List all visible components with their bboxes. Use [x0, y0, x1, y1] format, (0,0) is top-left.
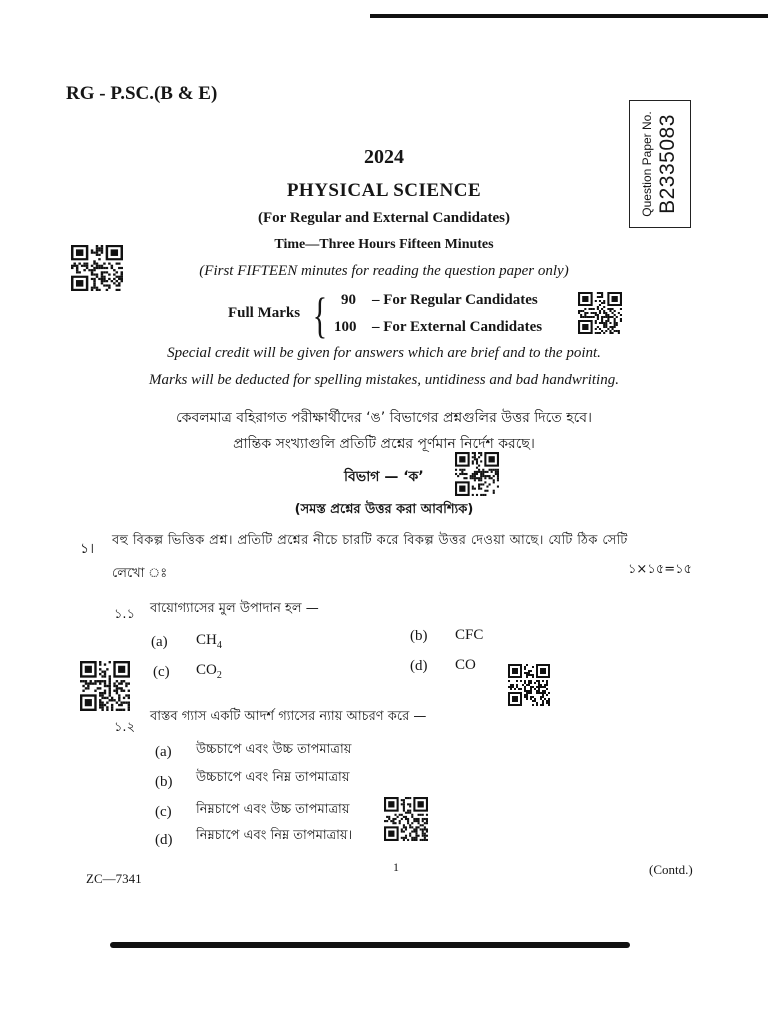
- paper-footer-code: ZC—7341: [86, 871, 142, 886]
- question-paper-no-value: B2335083: [656, 114, 679, 214]
- full-marks-regular-text: – For Regular Candidates: [372, 292, 538, 308]
- qr-code-icon: [80, 661, 130, 711]
- brace-icon: {: [312, 287, 328, 343]
- bengali-instruction-2: প্রান্তিক সংখ্যাগুলি প্রতিটি প্রশ্নের পূর্ণমান নির্দেশ করছে।: [233, 436, 535, 452]
- exam-year: 2024: [364, 146, 404, 168]
- subquestion-number: ১.২: [114, 720, 136, 735]
- option-c-label: (c): [153, 664, 170, 680]
- option-text: নিম্নচাপে এবং উচ্চ তাপমাত্রায়: [196, 802, 350, 817]
- option-text: উচ্চচাপে এবং উচ্চ তাপমাত্রায়: [196, 742, 352, 757]
- option-a-base: CH: [196, 632, 217, 648]
- scan-bottom-edge: [110, 942, 630, 948]
- subquestion-text: বায়োগ্যাসের মুল উপাদান হল —: [150, 601, 319, 616]
- option-a-label: (a): [151, 634, 168, 650]
- instruction-line-2: Marks will be deducted for spelling mistakes, untidiness and bad handwriting.: [149, 372, 619, 388]
- question-text-line-1: বহু বিকল্প ভিত্তিক প্রশ্ন। প্রতিটি প্রশ্নের নীচে চারটি করে বিকল্প উত্তর দেওয়া আছে। যেটি ঠিক সেটি: [112, 533, 628, 548]
- full-marks-regular-value: 90: [341, 292, 356, 308]
- option-b-text: CFC: [455, 627, 484, 643]
- subquestion-number: ১.১: [114, 607, 136, 622]
- qr-code-icon: [455, 452, 499, 496]
- qr-code-icon: [71, 245, 123, 291]
- candidates-note: (For Regular and External Candidates): [258, 210, 510, 226]
- page-number: 1: [393, 860, 399, 874]
- option-label: (a): [155, 744, 172, 760]
- qr-code-icon: [508, 664, 550, 706]
- bengali-instruction-1: কেবলমাত্র বহিরাগত পরীক্ষার্থীদের ‘ঙ’ বিভাগের প্রশ্নগুলির উত্তর দিতে হবে।: [175, 410, 593, 426]
- section-title: বিভাগ — ‘ক’: [344, 469, 424, 485]
- option-c-base: CO: [196, 662, 217, 678]
- option-label: (b): [155, 774, 173, 790]
- option-text: উচ্চচাপে এবং নিম্ন তাপমাত্রায়: [196, 770, 350, 785]
- qr-code-icon: [384, 797, 428, 841]
- subject-title: PHYSICAL SCIENCE: [286, 180, 482, 201]
- question-marks: ১×১৫=১৫: [628, 562, 692, 577]
- subquestion-text: বাস্তব গ্যাস একটি আদর্শ গ্যাসের ন্যায় আচরণ করে —: [150, 709, 427, 724]
- option-c-subscript: 2: [216, 670, 222, 681]
- full-marks-label: Full Marks: [228, 305, 301, 321]
- option-label: (c): [155, 804, 172, 820]
- qr-code-icon: [578, 292, 622, 334]
- option-c-text: [196, 662, 222, 681]
- question-text-line-2: লেখো ঃ: [112, 566, 168, 581]
- reading-time-note: (First FIFTEEN minutes for reading the question paper only): [199, 263, 569, 279]
- question-paper-no-label: Question Paper No.: [640, 111, 654, 217]
- question-number: ১।: [80, 541, 95, 557]
- section-note: (সমস্ত প্রশ্নের উত্তর করা আবশ্যিক): [294, 502, 474, 517]
- option-d-label: (d): [410, 658, 428, 674]
- option-a-subscript: 4: [216, 640, 222, 651]
- scan-top-edge: [370, 14, 768, 18]
- full-marks-external-value: 100: [334, 319, 357, 335]
- option-b-label: (b): [410, 628, 428, 644]
- option-d-text: CO: [455, 657, 476, 673]
- paper-code: RG - P.SC.(B & E): [66, 83, 218, 104]
- full-marks-external-text: – For External Candidates: [372, 319, 543, 335]
- continued-note: (Contd.): [649, 862, 693, 877]
- option-text: নিম্নচাপে এবং নিম্ন তাপমাত্রায়।: [196, 828, 353, 843]
- instruction-line-1: Special credit will be given for answers which are brief and to the point.: [167, 345, 601, 361]
- time-allowed: Time—Three Hours Fifteen Minutes: [274, 237, 494, 252]
- option-a-text: [196, 632, 222, 651]
- option-label: (d): [155, 832, 173, 848]
